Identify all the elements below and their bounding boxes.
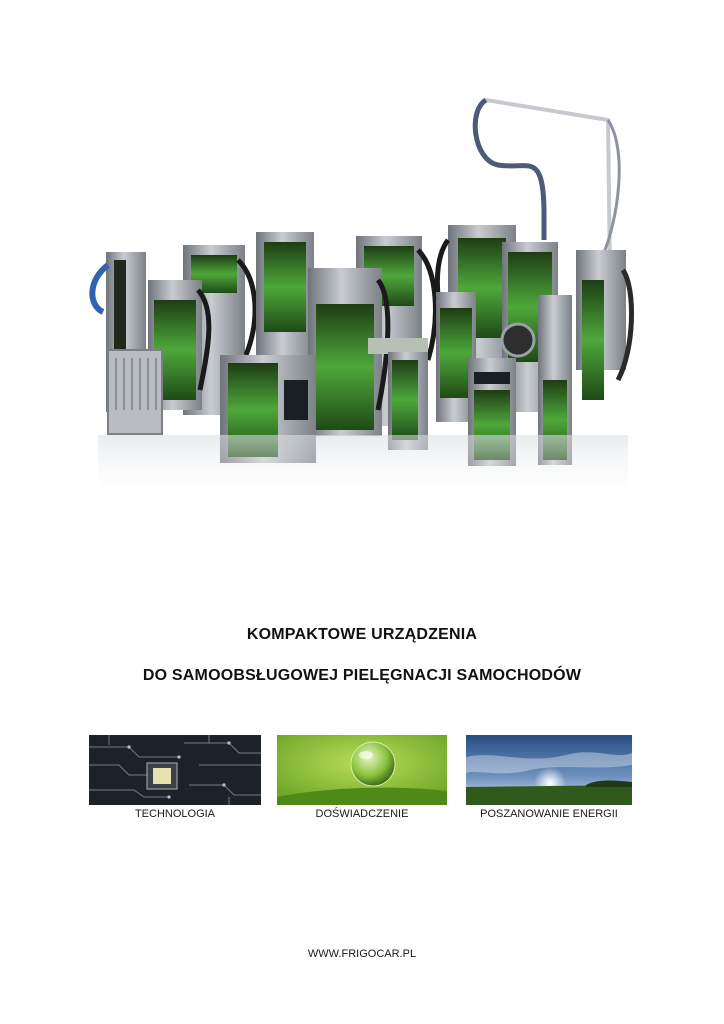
hero-product-image — [88, 90, 636, 510]
page-title: KOMPAKTOWE URZĄDZENIA — [246, 626, 478, 643]
energy-image — [466, 735, 632, 805]
website-url[interactable]: WWW.FRIGOCAR.PL — [307, 948, 417, 960]
feature-label-energy: POSZANOWANIE ENERGII — [480, 808, 618, 820]
feature-label-experience: DOŚWIADCZENIE — [315, 808, 409, 820]
experience-image — [277, 735, 447, 805]
feature-label-technology: TECHNOLOGIA — [134, 808, 216, 820]
technology-image — [89, 735, 261, 805]
page-subtitle: DO SAMOOBSŁUGOWEJ PIELĘGNACJI SAMOCHODÓW — [142, 667, 582, 684]
